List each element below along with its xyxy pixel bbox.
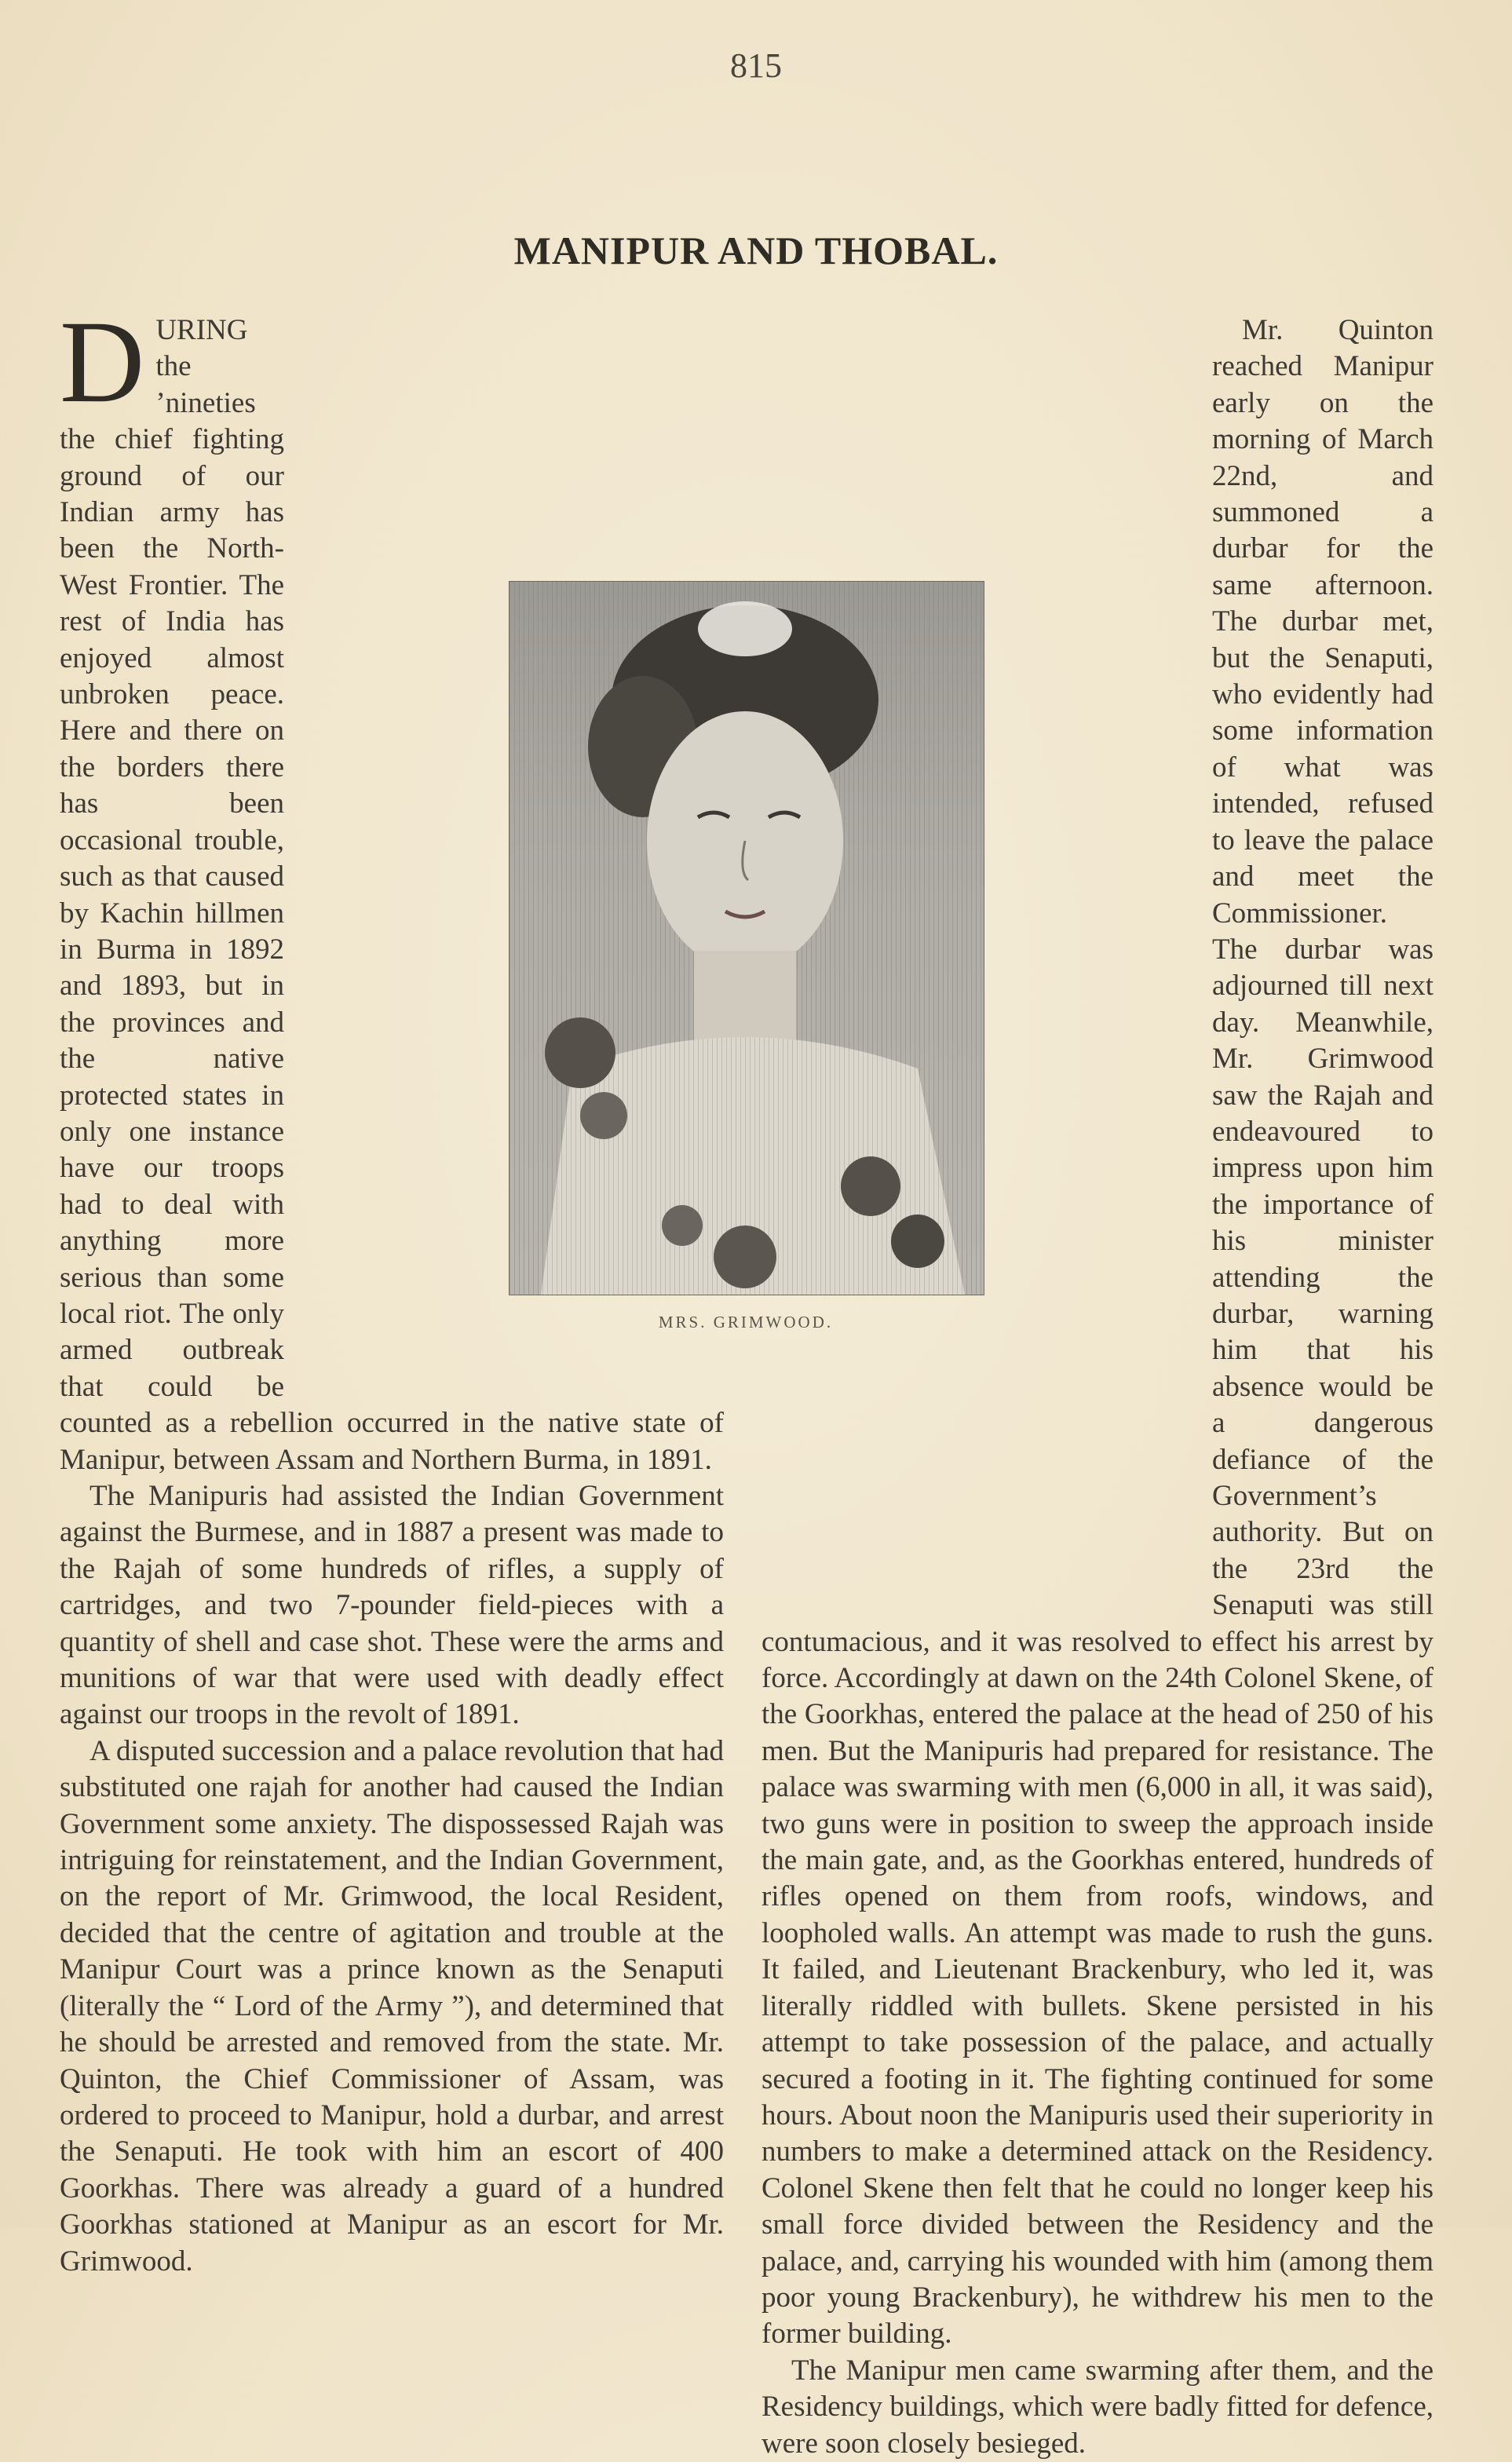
paragraph: The Manipuris had assisted the Indian Government against the Burmese, and in 1887 a present was made to the Rajah of some hundreds of rifles, a supply of cartridges, and two 7-pounder field-pieces with a quantity of shell and case shot. These were the arms and munitions of war that were used with deadly effect against our troops in the revolt of 1891. xyxy=(60,1480,724,1731)
article-title: MANIPUR AND THOBAL. xyxy=(513,228,999,272)
paragraph: Mr. Quinton reached Manipur early on the morning of March 22nd, and summoned a durbar for the same afternoon. The durbar met, but the Senaputi, who evidently had some information of what was intended, refused to leave the palace and meet the Commissioner. The durbar was adjourned till next day. Meanwhile, Mr. Grimwood saw the Rajah and endeavoured to impress upon him the importance of his minister attending the durbar, warning him that his absence would be a dangerous defiance of the Government’s authority. But on the 23rd the Senaputi was still contumacious, and it was resolved to effect his arrest by force. Accordingly at dawn on the 24th Colonel Skene, of the Goorkhas, entered the palace at the head of 250 of his men. But the Manipuris had prepared for resistance. The palace was swarming with men (6,000 in all, it was said), two guns were in position to sweep the approach inside the main gate, and, as the Goorkhas entered, hundreds of rifles opened on them from roofs, windows, and loopholed walls. An attempt was made to rush the guns. It failed, and Lieutenant Brackenbury, who led it, was literally riddled with bullets. Skene persisted in his attempt to take possession of the palace, and actually secured a footing in it. The fighting continued for some hours. About noon the Manipuris used their superiority in numbers to make a determined attack on the Residency. Colonel Skene then felt that he could no longer keep his small force divided between the Residency and the palace, and, carrying his wounded with him (among them poor young Brackenbury), he withdrew his men to the former building. xyxy=(761,314,1433,2351)
paragraph: A disputed succession and a palace revolution that had substituted one rajah for another had caused the Indian Government some anxiety. The dispossessed Rajah was intriguing for reinstatement, and the Indian Government, on the report of Mr. Grimwood, the local Resident, decided that the centre of agitation and trouble at the Manipur Court was a prince known as the Senaputi (literally the “ Lord of the Army ”), and determined that he should be arrested and removed from the state. Mr. Quinton, the Chief Commissioner of Assam, was ordered to proceed to Manipur, hold a durbar, and arrest the Senaputi. He took with him an escort of 400 Goorkhas. There was already a guard of a hundred Goorkhas stationed at Manipur as an escort for Mr. Grimwood. xyxy=(60,1734,724,2278)
page-number: 815 xyxy=(730,46,782,85)
drop-cap: D xyxy=(60,297,145,427)
paragraph: URING the ’nineties the chief fighting ground of our Indian army has been the North-West Frontier. The rest of India has enjoyed almost unbroken peace. Here and there on the borders there has been occasional trouble, such as that caused by Kachin hillmen in Burma in 1892 and 1893, but in the provinces and the native protected states in only one instance have our troops had to deal with anything more serious than some local riot. The only armed outbreak that could be counted as a rebellion occurred in the native state of Manipur, between Assam and Northern Burma, in 1891. xyxy=(60,314,724,1476)
figure-caption: MRS. GRIMWOOD. xyxy=(658,1313,834,1331)
paragraph: The Manipur men came swarming after them, and the Residency buildings, which were badly fitted for defence, were soon closely besieged. xyxy=(761,2354,1433,2460)
portrait-illustration xyxy=(509,581,984,1295)
portrait-engraving xyxy=(509,582,984,1295)
